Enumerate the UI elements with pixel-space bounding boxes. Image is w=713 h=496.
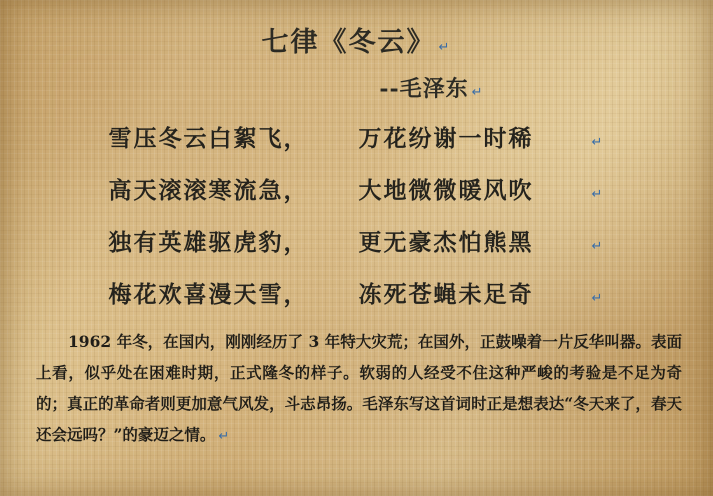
poem-line [0, 276, 713, 328]
author-name: --毛泽东 [379, 76, 469, 102]
poem-line [0, 120, 713, 172]
commentary-text: 1962 年冬，在国内，刚刚经历了 3 年特大灾荒；在国外，正鼓噪着一片反华叫器。表面上看，似乎处在困难时期，正式隆冬的样子。软弱的人经受不住这种严峻的考验是不足为奇的；真正的革命者则更加意气风发，斗志昂扬。毛泽东写这首词时正是想表达“冬天来了，春天还会远吗？”的豪迈之情。 [36, 332, 682, 444]
paragraph-mark-icon: ↵ [218, 429, 230, 444]
poem-body [0, 120, 713, 328]
poem-line-first-half: 高天滚滚寒流急， [108, 177, 309, 204]
paragraph-mark-icon: ↵ [591, 187, 605, 202]
poem-line-first-half: 梅花欢喜漫天雪， [108, 281, 309, 308]
page-title-text: 七律《冬云》 [261, 27, 436, 58]
poem-line [0, 224, 713, 276]
author-line [0, 72, 713, 103]
poem-line-first-half: 雪压冬云白絮飞， [108, 125, 309, 152]
paragraph-mark-icon: ↵ [591, 135, 605, 150]
poem-line-second-half: 大地微微暖风吹 [358, 177, 534, 204]
poem-line-second-half: 万花纷谢一时稀 [358, 125, 534, 152]
poem-line-second-half: 冻死苍蝇未足奇 [358, 281, 534, 308]
poem-line-second-half: 更无豪杰怕熊黑 [358, 229, 534, 256]
poem-line-first-half: 独有英雄驱虎豹， [108, 229, 309, 256]
poem-line [0, 172, 713, 224]
paragraph-mark-icon: ↵ [591, 291, 605, 306]
paragraph-mark-icon: ↵ [438, 40, 452, 55]
commentary-paragraph [36, 326, 682, 452]
paragraph-mark-icon: ↵ [471, 85, 484, 100]
page-title [0, 20, 713, 59]
paragraph-mark-icon: ↵ [591, 239, 605, 254]
